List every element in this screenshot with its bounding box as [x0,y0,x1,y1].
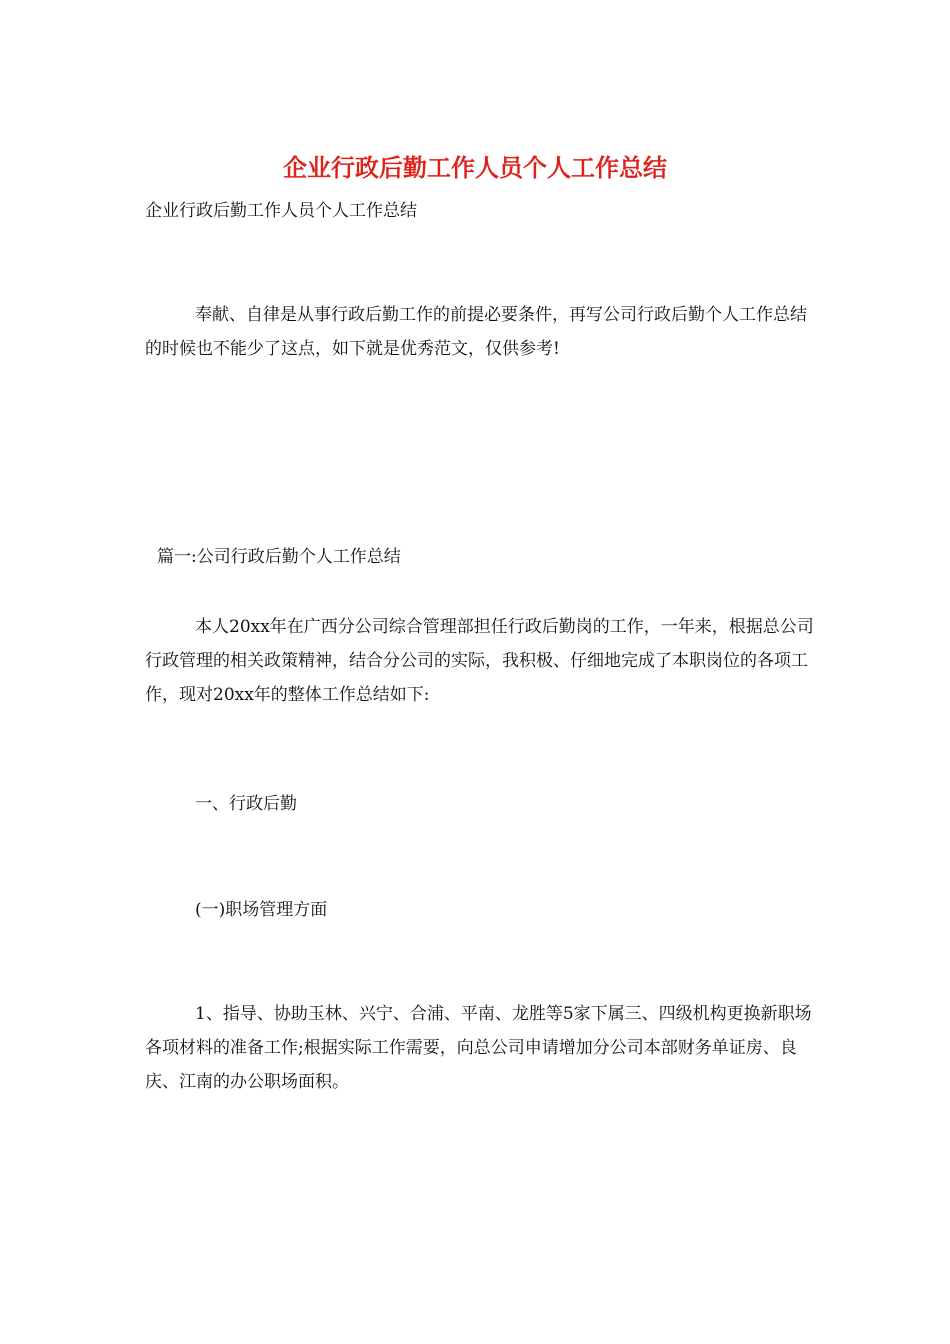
section-heading: 一、行政后勤 [195,794,297,814]
document-subtitle: 企业行政后勤工作人员个人工作总结 [145,201,417,221]
chapter-heading: 篇一:公司行政后勤个人工作总结 [157,547,401,567]
document-title: 企业行政后勤工作人员个人工作总结 [283,153,667,182]
subsection-heading: (一)职场管理方面 [195,900,328,920]
body-paragraph: 本人20xx年在广西分公司综合管理部担任行政后勤岗的工作，一年来，根据总公司行政管理的相关政策精神，结合分公司的实际，我积极、仔细地完成了本职岗位的各项工作，现对20xx年的整体工作总结如下: [145,617,814,705]
intro-paragraph: 奉献、自律是从事行政后勤工作的前提必要条件，再写公司行政后勤个人工作总结的时候也不能少了这点，如下就是优秀范文，仅供参考! [145,305,807,359]
list-item-paragraph: 1、指导、协助玉林、兴宁、合浦、平南、龙胜等5家下属三、四级机构更换新职场各项材料的准备工作;根据实际工作需要，向总公司申请增加分公司本部财务单证房、良庆、江南的办公职场面积。 [145,1004,812,1092]
